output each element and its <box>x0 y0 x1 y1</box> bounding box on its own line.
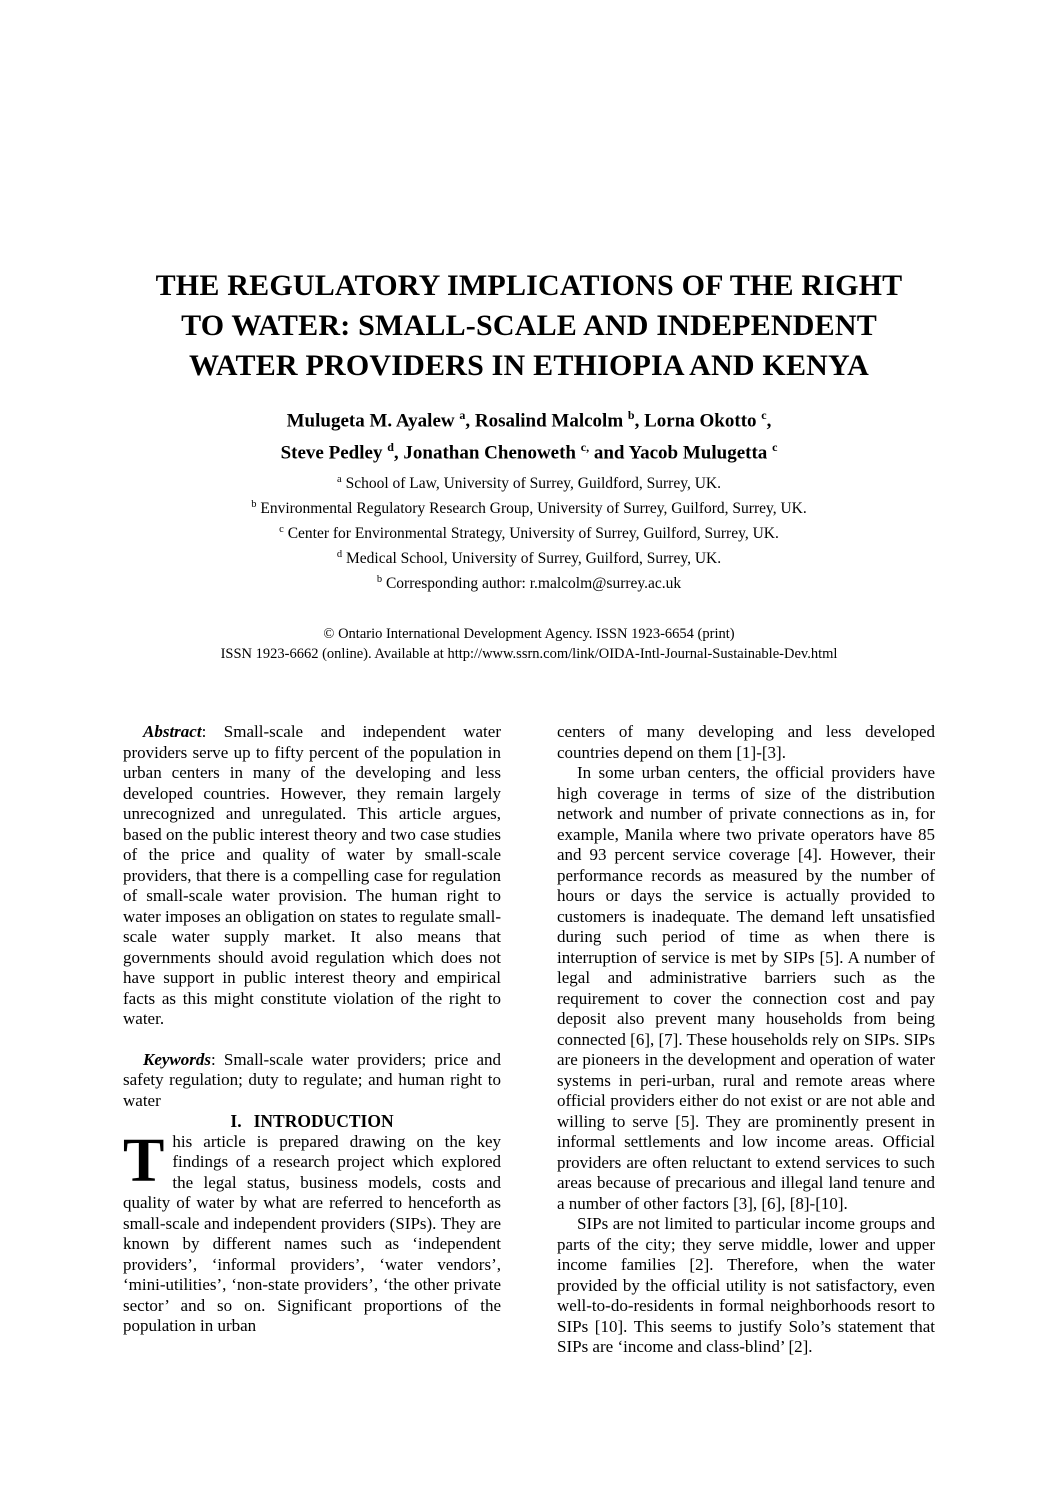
author-line-2: Steve Pedley $^d$, Jonathan Chenoweth $^{c,}$ and Yacob Mulugetta $^c$ <box>280 440 778 464</box>
abstract-label: Abstract <box>143 722 202 742</box>
abstract-paragraph <box>123 722 501 1030</box>
intro-text: his article is prepared drawing on the key findings of a research project which explored the legal status, business models, costs and quality of water by what are referred to henceforth as small-scale and independent providers (SIPs). They are known by different names such as ‘independent providers’, ‘informal providers’, ‘water vendors’, ‘mini-utilities’, ‘non-state providers’, ‘the other private sector’ and so on. Significant proportions of the population in urban <box>123 1131 501 1336</box>
affiliation-env-strategy-center: $^c$ Center for Environmental Strategy, University of Surrey, Guilford, Surrey, UK. <box>279 523 779 543</box>
left-column <box>123 722 501 1358</box>
affiliation-school-of-law: $^a$ School of Law, University of Surrey, Guildford, Surrey, UK. <box>337 473 721 492</box>
author-list <box>123 402 935 467</box>
paper-title-line-1: THE REGULATORY IMPLICATIONS OF THE RIGHT <box>155 269 903 302</box>
drop-cap: T <box>123 1126 165 1195</box>
keywords-label: Keywords <box>143 1049 211 1069</box>
imprint-issn-online-url: ISSN 1923-6662 (online). Available at http://www.ssrn.com/link/OIDA-Intl-Journal-Sustainable-Dev.html <box>220 646 838 663</box>
imprint-copyright-issn-print: © Ontario International Development Agency. ISSN 1923-6654 (print) <box>323 626 735 643</box>
right-column <box>557 722 935 1358</box>
paper-title-line-2: TO WATER: SMALL-SCALE AND INDEPENDENT <box>181 309 877 342</box>
body-paragraph-income-groups: SIPs are not limited to particular income groups and parts of the city; they serve middle, lower and upper income families [2]. Therefore, when the water provided by the official utility is not satisfactory, even well-to-do-residents in formal neighborhoods resort to SIPs [10]. This seems to justify Solo’s statement that SIPs are ‘income and class-blind’ [2]. <box>557 1214 935 1357</box>
body-paragraph-urban-centers: In some urban centers, the official providers have high coverage in terms of size of the distribution network and number of private connections as in, for example, Manila where two private operators have 85 and 93 percent service coverage [4]. However, their performance records as measured by the number of hours or days the service is actually provided to customers is inadequate. The demand left unsatisfied during such period of time as when there is interruption of service is met by SIPs [5]. A number of legal and administrative barriers such as the requirement to cover the connection cost and pay deposit also prevent many households from being connected [6], [7]. These households rely on SIPs. SIPs are pioneers in the development and operation of water systems in peri-urban, rural and remote areas where official providers either do not exist or are not able and willing to serve [5]. They are prominently present in informal settlements and low income areas. Official providers are often reluctant to extend services to such areas because of precarious and illegal land tenure and a number of other factors [3], [6], [8]-[10]. <box>557 763 935 1213</box>
keywords-text: : Small-scale water providers; price and safety regulation; duty to regulate; and human right to water <box>123 1049 501 1110</box>
body-paragraph-continuation: centers of many developing and less developed countries depend on them [1]-[3]. <box>557 722 935 762</box>
journal-imprint <box>123 624 935 664</box>
section-heading-introduction <box>123 1111 501 1132</box>
paper-title-line-3: WATER PROVIDERS IN ETHIOPIA AND KENYA <box>188 349 870 382</box>
affiliations <box>123 469 935 595</box>
intro-paragraph <box>123 1126 501 1337</box>
affiliation-env-regulatory-group: $^b$ Environmental Regulatory Research Group, University of Surrey, Guilford, Surrey, UK. <box>251 498 807 517</box>
corresponding-author: $^b$ Corresponding author: r.malcolm@surrey.ac.uk <box>376 574 682 593</box>
section-number: I. <box>230 1111 242 1132</box>
keywords-paragraph <box>123 1050 501 1112</box>
paper-title <box>123 266 935 386</box>
affiliation-medical-school: $^d$ Medical School, University of Surrey, Guilford, Surrey, UK. <box>336 549 722 568</box>
author-line-1: Mulugeta M. Ayalew $^a$, Rosalind Malcolm $^b$, Lorna Okotto $^c$, <box>286 408 772 432</box>
body-columns <box>123 722 935 1358</box>
abstract-text: : Small-scale and independent water providers serve up to fifty percent of the population in urban centers in many of the developing and less developed countries. However, they remain largely unrecognized and unregulated. This article argues, based on the public interest theory and two case studies of the price and quality of water by small-scale providers, that there is a compelling case for regulation of small-scale water provision. The human right to water imposes an obligation on states to regulate small-scale water supply market. It also means that governments should avoid regulation which does not have support in public interest theory and empirical facts as this might constitute violation of the right to water. <box>123 722 501 1029</box>
section-title: INTRODUCTION <box>253 1111 394 1132</box>
